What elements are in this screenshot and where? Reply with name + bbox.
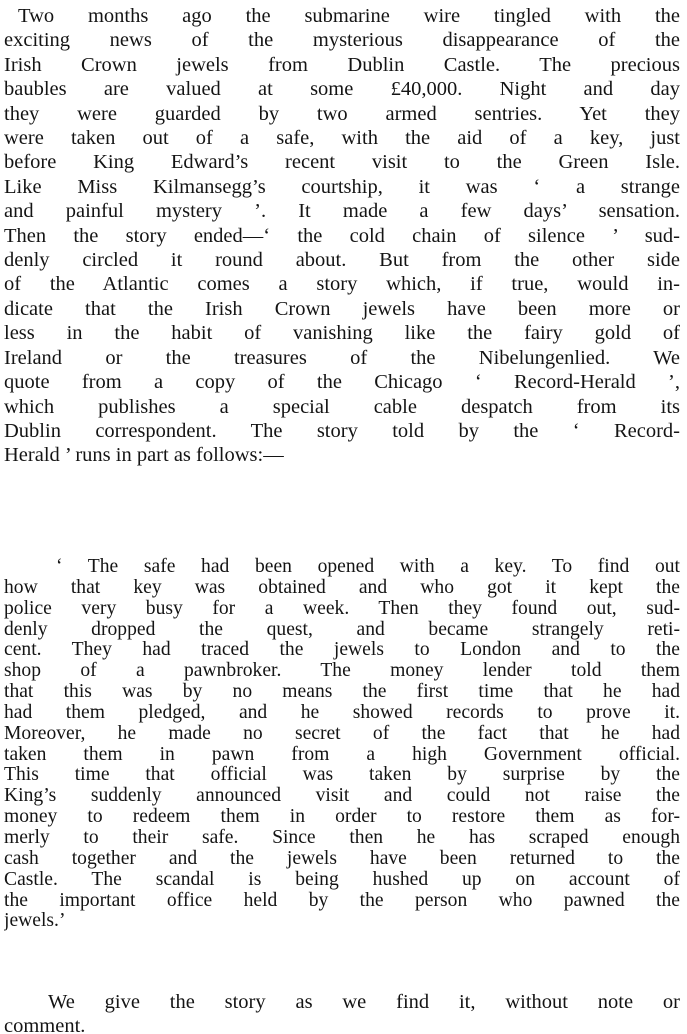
- text-line: the important office held by the person who pawned the: [4, 890, 680, 911]
- text-line: Herald ’ runs in part as follows:—: [4, 444, 284, 467]
- text-line: dicate that the Irish Crown jewels have been more or: [4, 297, 680, 320]
- text-line: Ireland or the treasures of the Nibelungenlied. We: [4, 346, 680, 369]
- text-line: quote from a copy of the Chicago ‘ Record-Herald ’,: [4, 371, 680, 394]
- text-line: less in the habit of vanishing like the fairy gold of: [4, 322, 680, 345]
- text-line: cash together and the jewels have been returned to the: [4, 848, 680, 869]
- text-line: cent. They had traced the jewels to London and to the: [4, 640, 680, 661]
- text-line: Like Miss Kilmansegg’s courtship, it was ‘ a strange: [4, 175, 680, 198]
- paragraph-closing-remark: [4, 990, 680, 1034]
- text-line: money to redeem them in order to restore them as for-: [4, 807, 680, 828]
- text-line: We give the story as we find it, without note or: [48, 991, 680, 1013]
- paragraph-crown-jewels-intro: [4, 4, 680, 468]
- text-line: Then the story ended—‘ the cold chain of silence ’ sud-: [4, 224, 680, 247]
- text-line: baubles are valued at some £40,000. Night and day: [4, 78, 680, 101]
- text-line: Irish Crown jewels from Dublin Castle. The precious: [4, 53, 680, 76]
- text-line: Two months ago the submarine wire tingled with the: [18, 5, 680, 27]
- text-line: had them pledged, and he showed records to prove it.: [4, 702, 680, 723]
- text-line: denly dropped the quest, and became strangely reti-: [4, 619, 680, 640]
- text-line: and painful mystery ’. It made a few days’ sensation.: [4, 200, 680, 223]
- text-line: of the Atlantic comes a story which, if true, would in-: [4, 273, 680, 296]
- text-line: Castle. The scandal is being hushed up on account of: [4, 869, 680, 890]
- text-line: merly to their safe. Since then he has scraped enough: [4, 827, 680, 848]
- paragraph-record-herald-quote: [4, 557, 680, 932]
- text-line: exciting news of the mysterious disappearance of the: [4, 29, 680, 52]
- text-line: how that key was obtained and who got it kept the: [4, 577, 680, 598]
- text-line: comment.: [4, 1015, 86, 1034]
- text-line: Moreover, he made no secret of the fact that he had: [4, 723, 680, 744]
- text-line: Dublin correspondent. The story told by the ‘ Record-: [4, 419, 680, 442]
- text-line: shop of a pawnbroker. The money lender told them: [4, 661, 680, 682]
- text-line: were taken out of a safe, with the aid of a key, just: [4, 127, 680, 150]
- text-line: which publishes a special cable despatch from its: [4, 395, 680, 418]
- text-line: before King Edward’s recent visit to the Green Isle.: [4, 151, 680, 174]
- text-line: taken them in pawn from a high Government official.: [4, 744, 680, 765]
- text-line: jewels.’: [4, 911, 66, 932]
- text-line: that this was by no means the first time that he had: [4, 682, 680, 703]
- text-line: denly circled it round about. But from the other side: [4, 249, 680, 272]
- text-line: King’s suddenly announced visit and could not raise the: [4, 786, 680, 807]
- text-line: This time that official was taken by surprise by the: [4, 765, 680, 786]
- text-line: police very busy for a week. Then they found out, sud-: [4, 598, 680, 619]
- text-line: they were guarded by two armed sentries. Yet they: [4, 102, 680, 125]
- text-line: ‘ The safe had been opened with a key. To find out: [56, 557, 680, 577]
